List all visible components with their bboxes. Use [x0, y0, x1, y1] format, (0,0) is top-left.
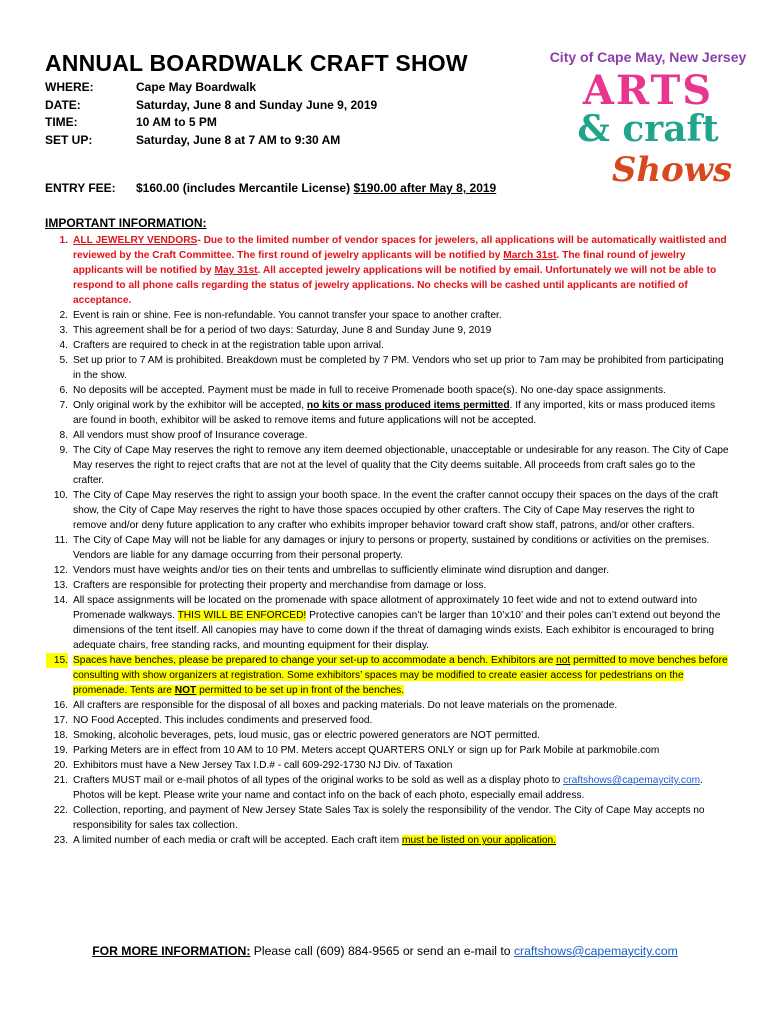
event-details: [45, 79, 377, 149]
rule-text: The City of Cape May reserves the right to remove any item deemed objectionable, unacceptable or undesirable for any reason. The City of Cape May reserves the right to reject crafts that are not at the level of quality that the City deems suitable. All proceeds from craft sales go to the crafter.: [73, 445, 729, 486]
rules-list: [53, 233, 729, 848]
rule-item: [53, 803, 729, 833]
detail-where: [45, 79, 377, 97]
rule-1-text2: . The final round of jewelry applicants will be notified by: [73, 250, 686, 276]
rule-number: 4.: [59, 340, 68, 351]
rule-7-emphasis: no kits or mass produced items permitted: [306, 400, 510, 411]
rule-item: [53, 713, 729, 728]
rule-item: [53, 728, 729, 743]
page-title: ANNUAL BOARDWALK CRAFT SHOW: [45, 50, 468, 76]
detail-label: DATE:: [45, 97, 81, 112]
detail-value: 10 AM to 5 PM: [136, 115, 217, 129]
rule-text: . Photos will be kept. Please write your name and contact info on the back of each photo, especially email address.: [73, 775, 703, 801]
rule-item: [53, 773, 729, 803]
rule-item: [59, 323, 729, 338]
rule-text: Exhibitors must have a New Jersey Tax I.D.# - call 609-292-1730 NJ Div. of Taxation: [73, 760, 453, 771]
detail-value: Cape May Boardwalk: [136, 80, 257, 94]
rule-text: Smoking, alcoholic beverages, pets, loud music, gas or electric powered generators are NOT permitted.: [73, 730, 540, 741]
rule-text: Crafters are required to check in at the registration table upon arrival.: [73, 340, 384, 351]
rule-number: 3.: [59, 325, 68, 336]
rule-number: 7.: [59, 400, 68, 411]
rule-text: Event is rain or shine. Fee is non-refundable. You cannot transfer your space to another crafter.: [73, 310, 502, 321]
rule-text: permitted to move benches before consulting with show organizers at registration. Some exhibitors’ spaces may be modified to create easier access for pedestrians on the promenade. Tents are: [73, 655, 728, 696]
detail-setup: [45, 132, 377, 150]
rule-15-NOT: NOT: [174, 685, 197, 696]
listed-highlight: must be listed on your application.: [401, 835, 557, 846]
rule-number: 11.: [54, 535, 68, 546]
rule-item: [53, 833, 729, 848]
entry-fee-value: $160.00 (includes Mercantile License): [136, 181, 351, 195]
entry-fee-late: $190.00 after May 8, 2019: [353, 181, 497, 195]
rule-item: [53, 653, 729, 698]
rule-text: All space assignments will be located on the promenade with space allotment of approximately 10 feet wide and not to extend outward into Promenade walkways.: [73, 595, 698, 621]
rule-item: [59, 338, 729, 353]
rule-number: 15.: [46, 653, 68, 668]
logo-craft: & craft: [577, 108, 719, 150]
detail-label: WHERE:: [45, 80, 94, 94]
entry-fee: [45, 181, 496, 195]
detail-date: [45, 97, 377, 115]
rule-item: [59, 308, 729, 323]
rule-text: This agreement shall be for a period of two days: Saturday, June 8 and Sunday June 9, 2019: [73, 325, 492, 336]
rule-text: Set up prior to 7 AM is prohibited. Breakdown must be completed by 7 PM. Vendors who set up prior to 7am may be prohibited from participating in the show.: [73, 355, 724, 381]
footer-text: Please call (609) 884-9565 or send an e-mail to: [250, 944, 514, 958]
rule-number: 16.: [53, 700, 68, 711]
rule-number: 9.: [59, 445, 68, 456]
rule-text: The City of Cape May reserves the right to assign your booth space. In the event the crafter cannot occupy their spaces on the days of the craft show, the City of Cape May reserves the right to have those spaces occupied by other crafters. The City of Cape May reserves the right to remove and/or deny future application to any crafter who exhibits improper behavior toward craft show staff, patrons, and/or other crafters.: [73, 490, 718, 531]
rule-item: [53, 578, 729, 593]
rule-15-not: not: [556, 655, 571, 666]
detail-label: SET UP:: [45, 132, 93, 147]
rule-number: 17.: [53, 715, 68, 726]
footer-lead: FOR MORE INFORMATION:: [92, 944, 251, 958]
rule-number: 6.: [59, 385, 68, 396]
rule-text: Protective canopies can’t be larger than 10’x10’ and their poles can’t extend out beyond the dimensions of the tent itself. All canopies may have to come down if the threat of damaging winds exists. Each exhibitor is encouraged to bring adequate chairs, free standing racks, and mounting equipment for their display.: [73, 610, 721, 651]
rule-text: All crafters are responsible for the disposal of all boxes and packing materials. Do not leave materials on the promenade.: [73, 700, 618, 711]
rule-number: 12.: [53, 565, 68, 576]
rule-number: 23.: [53, 835, 68, 846]
rule-item: [54, 533, 729, 563]
footer-contact: [0, 944, 770, 958]
detail-value: Saturday, June 8 at 7 AM to 9:30 AM: [136, 132, 341, 147]
rule-text: Crafters MUST mail or e-mail photos of all types of the original works to be sold as well as a display photo to: [73, 775, 564, 786]
rule-1-text3: . All accepted jewelry applications will be notified by email. Unfortunately we will not be able to respond to all phone calls regarding the status of jewelry applications. No checks will be cashed until applicants are notified of acceptance.: [73, 265, 717, 306]
rule-text: All vendors must show proof of Insurance coverage.: [73, 430, 308, 441]
rule-1-date1: March 31st: [503, 250, 557, 261]
rule-item: [53, 563, 729, 578]
rule-number: 20.: [53, 760, 68, 771]
rule-text: A limited number of each media or craft will be accepted. Each craft item: [73, 835, 402, 846]
logo-city-line: City of Cape May, New Jersey: [549, 49, 747, 65]
rule-item: [59, 398, 729, 428]
rule-1-date2: May 31st: [214, 265, 258, 276]
rule-number: 13.: [53, 580, 68, 591]
rule-text: Vendors must have weights and/or ties on their tents and umbrellas to sufficiently eliminate wind disruption and danger.: [73, 565, 610, 576]
rule-1-lead: ALL JEWELRY VENDORS: [73, 235, 198, 246]
rule-number: 5.: [59, 355, 68, 366]
rule-number: 10.: [53, 490, 68, 501]
rule-number: 18.: [53, 730, 68, 741]
rule-text: No deposits will be accepted. Payment must be made in full to receive Promenade booth space(s). No one-day space assignments.: [73, 385, 666, 396]
rule-item: [59, 443, 729, 488]
footer-email-link[interactable]: craftshows@capemaycity.com: [513, 944, 678, 958]
rule-number: 14.: [53, 595, 68, 606]
detail-time: [45, 114, 377, 132]
detail-label: TIME:: [45, 115, 78, 129]
detail-value: Saturday, June 8 and Sunday June 9, 2019: [136, 97, 378, 112]
rule-item: [59, 428, 729, 443]
entry-fee-label: ENTRY FEE:: [45, 181, 116, 195]
rule-1-text: - Due to the limited number of vendor spaces for jewelers, all applications will be automatically waitlisted and reviewed by the Craft Committee. The first round of jewelry applicants will be notified by: [73, 235, 727, 261]
rule-text: . If any imported, kits or mass produced items are found in booth, exhibitor will be asked to remove items and future applications will not be accepted.: [73, 400, 716, 426]
rule-text: Parking Meters are in effect from 10 AM to 10 PM. Meters accept QUARTERS ONLY or sign up for Park Mobile at parkmobile.com: [73, 745, 660, 756]
rule-text: Only original work by the exhibitor will be accepted,: [73, 400, 307, 411]
rule-item: [59, 353, 729, 383]
logo-shows: Shows: [611, 150, 733, 190]
rule-text: Spaces have benches, please be prepared to change your set-up to accommodate a bench. Exhibitors are: [73, 655, 557, 666]
rule-number: 19.: [53, 745, 68, 756]
email-link[interactable]: craftshows@capemaycity.com: [563, 775, 701, 786]
rule-number: 8.: [59, 430, 68, 441]
rule-number: 2.: [59, 310, 68, 321]
rule-item: [59, 383, 729, 398]
rule-item: [53, 758, 729, 773]
rule-number: 21.: [53, 775, 68, 786]
rule-item: [53, 593, 729, 653]
important-heading: IMPORTANT INFORMATION:: [45, 216, 207, 230]
rule-text: NO Food Accepted. This includes condiments and preserved food.: [73, 715, 373, 726]
rule-text: Crafters are responsible for protecting their property and merchandise from damage or loss.: [73, 580, 487, 591]
logo-arts: ARTS: [582, 67, 714, 114]
rule-text: The City of Cape May will not be liable for any damages or injury to persons or property, sustained by conditions or activities on the premises. Vendors are liable for any damage occurring from their personal property.: [73, 535, 710, 561]
rule-number: 22.: [53, 805, 68, 816]
arts-craft-shows-logo: [548, 44, 748, 194]
rule-item: [59, 233, 729, 308]
rule-text: permitted to be set up in front of the benches.: [196, 685, 405, 696]
rule-item: [53, 488, 729, 533]
rule-item: [53, 743, 729, 758]
rule-number: 1.: [59, 235, 68, 246]
rule-item: [53, 698, 729, 713]
enforced-highlight: THIS WILL BE ENFORCED!: [177, 610, 307, 621]
rule-text: Collection, reporting, and payment of New Jersey State Sales Tax is solely the responsibility of the vendor. The City of Cape May accepts no responsibility for sales tax collection.: [73, 805, 705, 831]
